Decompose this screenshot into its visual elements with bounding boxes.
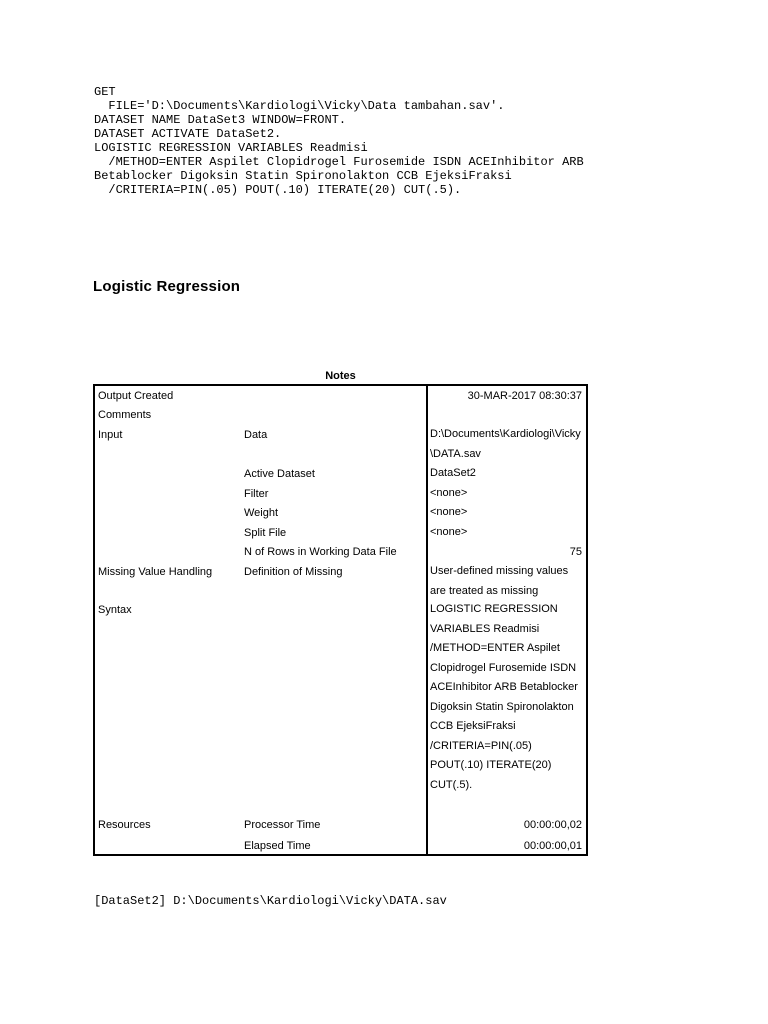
row-sublabel: Split File (244, 527, 287, 539)
row-value: 00:00:00,02 (523, 819, 582, 831)
row-sublabel: Filter (244, 488, 269, 500)
syntax-line: Betablocker Digoksin Statin Spironolakton CCB EjeksiFraksi (94, 169, 512, 183)
row-value: <none> (430, 526, 468, 538)
row-label: Syntax (98, 604, 132, 616)
syntax-line: DATASET ACTIVATE DataSet2. (94, 127, 282, 141)
syntax-line: DATASET NAME DataSet3 WINDOW=FRONT. (94, 113, 347, 127)
row-value: D:\Documents\Kardiologi\Vicky\DATA.sav (430, 428, 581, 460)
column-divider (426, 386, 428, 854)
row-label: Input (98, 429, 123, 441)
dataset-footer: [DataSet2] D:\Documents\Kardiologi\Vicky\DATA.sav (94, 894, 447, 908)
row-sublabel: Processor Time (244, 819, 321, 831)
row-label: Output Created (98, 390, 174, 402)
notes-title: Notes (325, 370, 356, 382)
row-value: User-defined missing values are treated as missing (430, 565, 569, 597)
row-sublabel: N of Rows in Working Data File (244, 546, 397, 558)
row-value: 00:00:00,01 (523, 840, 582, 852)
row-sublabel: Elapsed Time (244, 840, 311, 852)
syntax-line: LOGISTIC REGRESSION VARIABLES Readmisi (94, 141, 368, 155)
row-sublabel: Data (244, 429, 268, 441)
syntax-line: /METHOD=ENTER Aspilet Clopidrogel Furosemide ISDN ACEInhibitor ARB (94, 155, 584, 169)
syntax-block (94, 85, 584, 197)
row-sublabel: Active Dataset (244, 468, 315, 480)
row-value: LOGISTIC REGRESSION VARIABLES Readmisi /METHOD=ENTER Aspilet Clopidrogel Furosemide ISDN ACEInhibitor ARB Betablocker Digoksin Statin Spironolakton CCB EjeksiFraksi /CRITERIA=PIN(.05) POUT(.10) ITERATE(20) CUT(.5). (430, 603, 578, 791)
syntax-line: /CRITERIA=PIN(.05) POUT(.10) ITERATE(20) CUT(.5). (94, 183, 462, 197)
section-heading: Logistic Regression (93, 278, 241, 295)
row-value: 75 (569, 546, 582, 558)
row-value: <none> (430, 487, 468, 499)
syntax-line: FILE='D:\Documents\Kardiologi\Vicky\Data tambahan.sav'. (94, 99, 505, 113)
row-value: <none> (430, 506, 468, 518)
row-sublabel: Definition of Missing (244, 566, 343, 578)
row-label: Resources (98, 819, 151, 831)
row-label: Comments (98, 409, 152, 421)
row-sublabel: Weight (244, 507, 279, 519)
row-label: Missing Value Handling (98, 566, 213, 578)
row-value: DataSet2 (430, 467, 476, 479)
syntax-line: GET (94, 85, 116, 99)
notes-table (93, 384, 588, 856)
row-value: 30-MAR-2017 08:30:37 (467, 390, 582, 402)
